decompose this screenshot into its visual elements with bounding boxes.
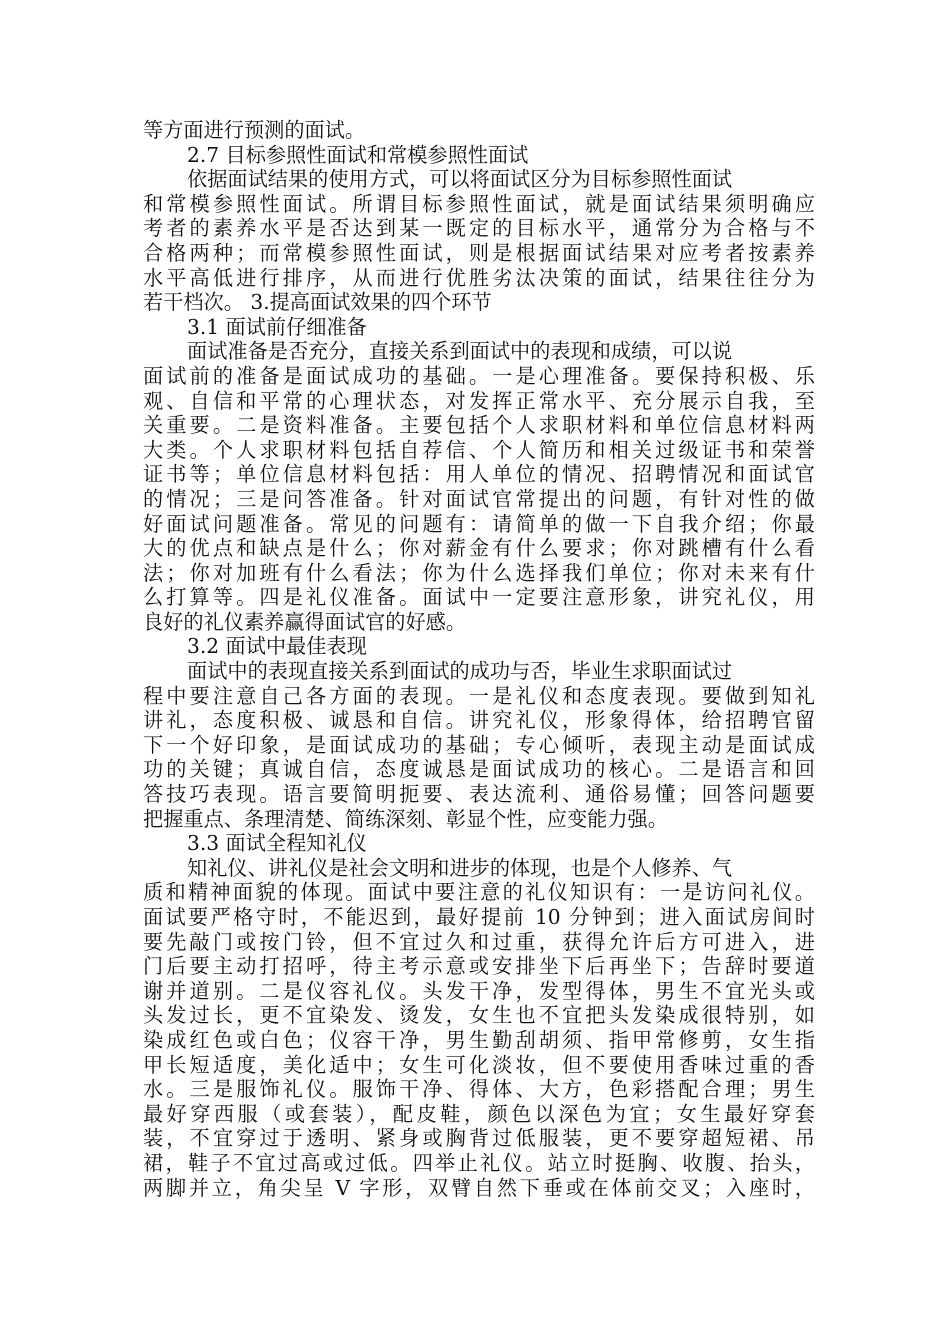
paragraph-line: 讲礼，态度积极、诚恳和自信。讲究礼仪，形象得体，给招聘官留 [143, 708, 815, 733]
paragraph-line: 把握重点、条理清楚、简练深刻、彰显个性，应变能力强。 [143, 806, 668, 831]
paragraph-line: 裙，鞋子不宜过高或过低。四举止礼仪。站立时挺胸、收腹、抬头， [143, 1150, 815, 1175]
paragraph-line: 下一个好印象，是面试成功的基础；专心倾听，表现主动是面试成 [143, 732, 815, 757]
paragraph-line: 大的优点和缺点是什么；你对薪金有什么要求；你对跳槽有什么看 [143, 536, 815, 561]
paragraph-line: 染成红色或白色；仪容干净，男生勤刮胡须、指甲常修剪，女生指 [143, 1027, 815, 1052]
paragraph-first-line: 面试中的表现直接关系到面试的成功与否，毕业生求职面试过 [187, 659, 733, 684]
paragraph-line: 最好穿西服（或套装），配皮鞋，颜色以深色为宜；女生最好穿套 [143, 1101, 815, 1126]
document-body [143, 118, 815, 1200]
paragraph-line: 水。三是服饰礼仪。服饰干净、得体、大方，色彩搭配合理；男生 [143, 1077, 815, 1102]
paragraph-line: 和常模参照性面试。所谓目标参照性面试，就是面试结果须明确应 [143, 191, 815, 216]
paragraph-line: 程中要注意自己各方面的表现。一是礼仪和态度表现。要做到知礼 [143, 683, 815, 708]
paragraph-line: 谢并道别。二是仪容礼仪。头发干净，发型得体，男生不宜光头或 [143, 978, 815, 1003]
paragraph-first-line: 知礼仪、讲礼仪是社会文明和进步的体现，也是个人修养、气 [187, 855, 733, 880]
paragraph-line: 么打算等。四是礼仪准备。面试中一定要注意形象，讲究礼仪，用 [143, 585, 815, 610]
paragraph-line: 装，不宜穿过于透明、紧身或胸背过低服装，更不要穿超短裙、吊 [143, 1126, 815, 1151]
paragraph-line: 考者的素养水平是否达到某一既定的目标水平，通常分为合格与不 [143, 216, 815, 241]
section-heading: 3.2 面试中最佳表现 [187, 634, 367, 659]
paragraph-line: 甲长短适度，美化适中；女生可化淡妆，但不要使用香味过重的香 [143, 1052, 815, 1077]
paragraph-line: 关重要。二是资料准备。主要包括个人求职材料和单位信息材料两 [143, 413, 815, 438]
paragraph-first-line: 依据面试结果的使用方式，可以将面试区分为目标参照性面试 [187, 167, 733, 192]
paragraph-line: 头发过长，更不宜染发、烫发，女生也不宜把头发染成很特别，如 [143, 1003, 815, 1028]
paragraph-line: 合格两种；而常模参照性面试，则是根据面试结果对应考者按素养 [143, 240, 815, 265]
paragraph-line: 面试要严格守时，不能迟到，最好提前 10 分钟到；进入面试房间时 [143, 905, 815, 929]
paragraph-line: 水平高低进行排序，从而进行优胜劣汰决策的面试，结果往往分为 [143, 265, 815, 290]
paragraph-line: 若干档次。 3.提高面试效果的四个环节 [143, 290, 492, 315]
paragraph-line: 答技巧表现。语言要简明扼要、表达流利、通俗易懂；回答问题要 [143, 782, 815, 807]
paragraph-line: 等方面进行预测的面试。 [143, 118, 366, 142]
section-heading: 3.1 面试前仔细准备 [187, 314, 367, 339]
section-heading: 3.3 面试全程知礼仪 [187, 831, 367, 856]
paragraph-line: 要先敲门或按门铃，但不宜过久和过重，获得允许后方可进入，进 [143, 929, 815, 954]
paragraph-line: 法；你对加班有什么看法；你为什么选择我们单位；你对未来有什 [143, 560, 815, 585]
paragraph-line: 的情况；三是问答准备。针对面试官常提出的问题，有针对性的做 [143, 486, 815, 511]
paragraph-line: 良好的礼仪素养赢得面试官的好感。 [143, 609, 467, 634]
paragraph-line: 面试前的准备是面试成功的基础。一是心理准备。要保持积极、乐 [143, 363, 815, 388]
paragraph-first-line: 面试准备是否充分，直接关系到面试中的表现和成绩，可以说 [187, 339, 733, 364]
paragraph-line: 证书等；单位信息材料包括：用人单位的情况、招聘情况和面试官 [143, 462, 815, 487]
paragraph-line: 两脚并立，角尖呈 V 字形，双臂自然下垂或在体前交叉；入座时， [143, 1175, 815, 1200]
paragraph-line: 好面试问题准备。常见的问题有：请简单的做一下自我介绍；你最 [143, 511, 815, 536]
paragraph-line: 门后要主动打招呼，待主考示意或安排坐下后再坐下；告辞时要道 [143, 954, 815, 979]
paragraph-line: 功的关键；真诚自信，态度诚恳是面试成功的核心。二是语言和回 [143, 757, 815, 782]
paragraph-line: 大类。个人求职材料包括自荐信、个人简历和相关过级证书和荣誉 [143, 437, 815, 462]
section-heading: 2.7 目标参照性面试和常模参照性面试 [187, 142, 529, 167]
paragraph-line: 观、自信和平常的心理状态，对发挥正常水平、充分展示自我，至 [143, 388, 815, 413]
paragraph-line: 质和精神面貌的体现。面试中要注意的礼仪知识有：一是访问礼仪。 [143, 880, 815, 905]
